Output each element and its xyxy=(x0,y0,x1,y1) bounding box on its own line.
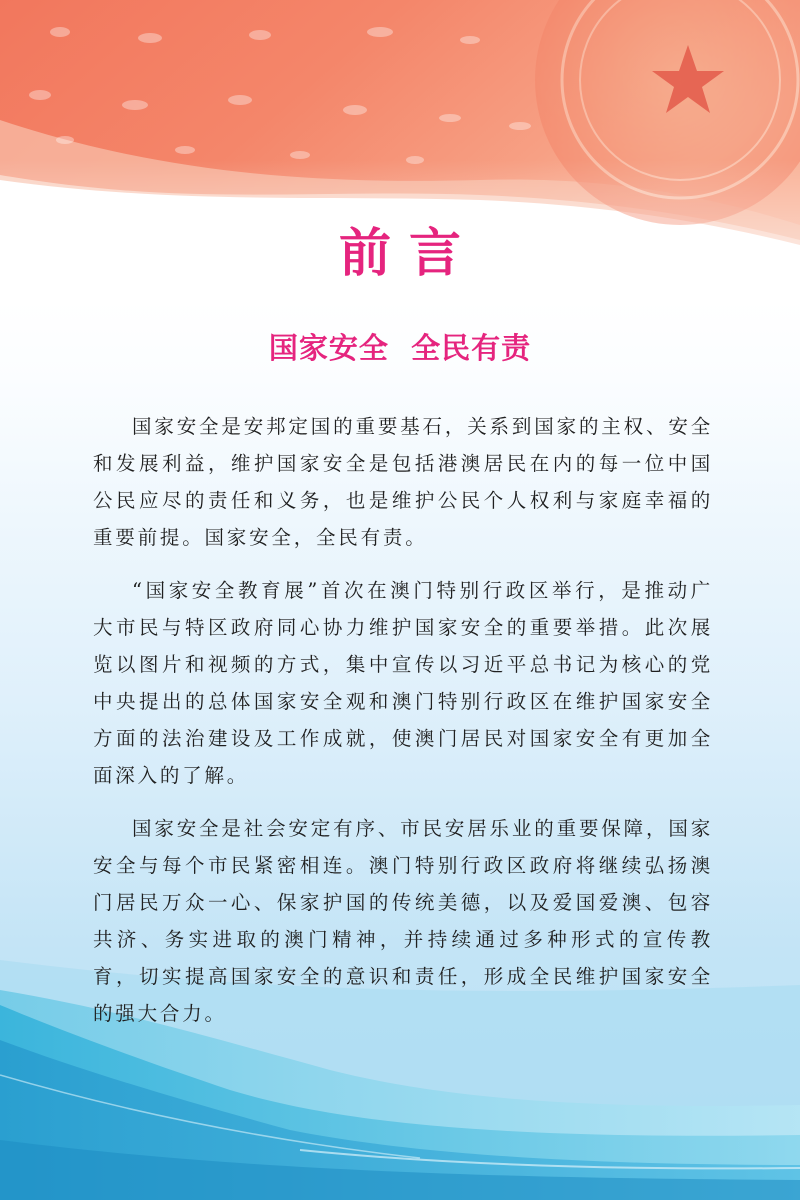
paragraph-2: “国家安全教育展”首次在澳门特别行政区举行，是推动广大市民与特区政府同心协力维护国家安全的重要举措。此次展览以图片和视频的方式，集中宣传以习近平总书记为核心的党中央提出的总体国家安全观和澳门特别行政区在维护国家安全方面的法治建设及工作成就，使澳门居民对国家安全有更加全面深入的了解。 xyxy=(93,579,713,787)
page-title: 前言 xyxy=(338,224,479,284)
paragraph-1: 国家安全是安邦定国的重要基石，关系到国家的主权、安全和发展利益，维护国家安全是包括港澳居民在内的每一位中国公民应尽的责任和义务，也是维护公民个人权利与家庭幸福的重要前提。国家安全，全民有责。 xyxy=(93,415,713,549)
page-subtitle: 国家安全 全民有责 xyxy=(268,331,532,365)
preface-body xyxy=(93,408,713,1048)
paragraph-3: 国家安全是社会安定有序、市民安居乐业的重要保障，国家安全与每个市民紧密相连。澳门特别行政区政府将继续弘扬澳门居民万众一心、保家护国的传统美德，以及爱国爱澳、包容共济、务实进取的澳门精神，并持续通过多种形式的宣传教育，切实提高国家安全的意识和责任，形成全民维护国家安全的强大合力。 xyxy=(93,817,713,1025)
